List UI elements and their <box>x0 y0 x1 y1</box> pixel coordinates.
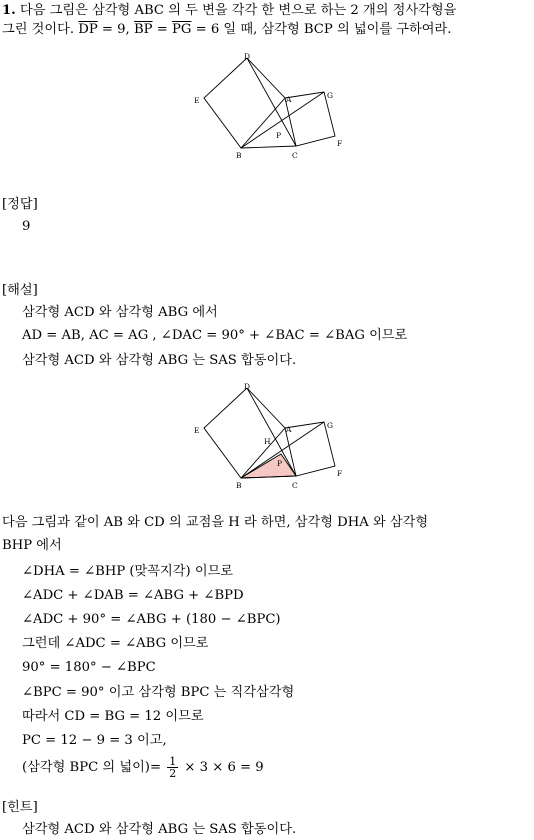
label2-g: G <box>327 421 333 430</box>
square-adeb <box>204 58 285 148</box>
segment-ac <box>285 98 296 146</box>
explanation2-line-9: 따라서 CD = BG = 12 이므로 <box>22 709 204 724</box>
problem-text-2b: 일 때, 삼각형 BCP 의 넓이를 구하여라. <box>219 22 452 37</box>
explanation2-line-10: PC = 12 − 9 = 3 이고, <box>22 733 167 748</box>
label2-b: B <box>236 481 242 490</box>
problem-text-1: 다음 그림은 삼각형 ABC 의 두 변을 각각 한 변으로 하는 2 개의 정사각형을 <box>19 3 457 18</box>
explanation2-line-3: ∠DHA = ∠BHP (맞꼭지각) 이므로 <box>22 564 234 579</box>
area-label: (삼각형 BPC 의 넓이)= <box>22 760 166 775</box>
hint-header: [힌트] <box>2 800 38 815</box>
explanation2-line-4: ∠ADC + ∠DAB = ∠ABG + ∠BPD <box>22 588 244 603</box>
label2-d: D <box>244 382 251 391</box>
hint-text: 삼각형 ACD 와 삼각형 ABG 는 SAS 합동이다. <box>22 822 297 837</box>
problem-line-1 <box>2 2 456 19</box>
explanation-line-3: 삼각형 ACD 와 삼각형 ABG 는 SAS 합동이다. <box>22 353 297 368</box>
label-e: E <box>194 96 200 105</box>
label2-f: F <box>337 469 343 478</box>
triangle-bpc-shaded <box>241 454 296 478</box>
explanation-header: [해설] <box>2 283 38 298</box>
explanation2-line-7: 90° = 180° − ∠BPC <box>22 660 156 675</box>
label2-p: P <box>277 459 283 468</box>
label-d: D <box>244 52 251 61</box>
problem-number: 1. <box>2 3 16 18</box>
fraction-denominator: 2 <box>169 767 177 780</box>
label2-c: C <box>292 481 298 490</box>
answer-value: 9 <box>22 219 31 234</box>
explanation2-line-1: 다음 그림과 같이 AB 와 CD 의 교점을 H 라 하면, 삼각형 DHA 와 삼각형 <box>2 515 429 530</box>
fraction-one-half <box>167 756 178 779</box>
explanation2-line-8: ∠BPC = 90° 이고 삼각형 BPC 는 직각삼각형 <box>22 685 295 700</box>
explanation2-line-6: 그런데 ∠ADC = ∠ABG 이므로 <box>22 636 209 651</box>
label-a: A <box>286 95 292 104</box>
area-product: × 3 × 6 = 9 <box>180 760 264 775</box>
label-c: C <box>292 151 298 160</box>
explanation2-line-2: BHP 에서 <box>2 538 62 553</box>
problem-text-2a: 그린 것이다. <box>2 22 79 37</box>
label-f: F <box>337 139 343 148</box>
label-p: P <box>276 131 282 140</box>
explanation-line-1: 삼각형 ACD 와 삼각형 ABG 에서 <box>22 305 218 320</box>
answer-header: [정답] <box>2 197 38 212</box>
problem-math: $\overline{DP} = 9$, $\overline{BP} = \overline{PG} = 6$ <box>78 22 220 37</box>
figure-1 <box>185 50 355 165</box>
figure-2 <box>185 380 355 495</box>
label2-h: H <box>264 437 271 446</box>
label-g: G <box>327 91 333 100</box>
explanation2-line-11 <box>22 756 264 779</box>
label2-e: E <box>194 426 200 435</box>
label2-a: A <box>286 425 292 434</box>
explanation2-line-5: ∠ADC + 90° = ∠ABG + (180 − ∠BPC) <box>22 612 281 627</box>
label-b: B <box>236 151 242 160</box>
explanation-line-2: AD = AB, AC = AG , ∠DAC = 90° + ∠BAC = ∠BAG 이므로 <box>22 328 408 343</box>
problem-line-2 <box>2 21 451 38</box>
fraction-numerator: 1 <box>169 755 177 768</box>
